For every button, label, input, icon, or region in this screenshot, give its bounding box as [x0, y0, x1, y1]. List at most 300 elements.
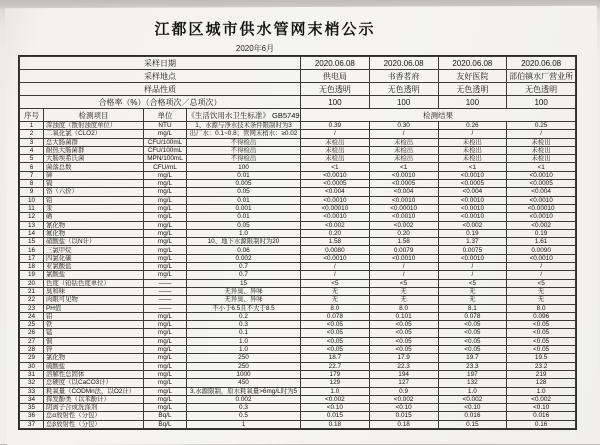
cell-value: 129 — [301, 379, 370, 387]
cell-unit: mg/L — [144, 312, 187, 320]
cell-value: / — [438, 130, 507, 138]
cell-value: <0.0010 — [507, 254, 576, 262]
cell-value: <0.05 — [507, 346, 576, 354]
table-row — [20, 238, 576, 246]
cell-unit: CFU/mL — [144, 163, 187, 171]
cell-no: 10 — [20, 196, 44, 204]
cell-no: 15 — [20, 238, 44, 246]
cell-standard: 无异臭、异味 — [187, 296, 301, 304]
sample-date-value: 2020.06.08 — [369, 57, 438, 70]
cell-standard: 250 — [187, 362, 301, 370]
cell-value: 无 — [301, 296, 370, 304]
cell-value: <1 — [369, 163, 438, 171]
cell-value: <0.0010 — [507, 213, 576, 221]
cell-standard: 450 — [187, 379, 301, 387]
cell-unit: mg/L — [144, 171, 187, 179]
cell-no: 14 — [20, 229, 44, 237]
cell-no: 35 — [20, 404, 44, 412]
cell-standard: 不得检出 — [187, 155, 301, 163]
cell-no: 31 — [20, 370, 44, 378]
cell-value: / — [507, 271, 576, 279]
cell-value: 127 — [369, 379, 438, 387]
cell-value: 219 — [507, 370, 576, 378]
cell-value: <0.0005 — [301, 180, 370, 188]
cell-value: <1 — [438, 163, 507, 171]
cell-unit: mg/L — [144, 213, 187, 221]
cell-standard: 15 — [187, 279, 301, 287]
sample-property-label: 样品性质 — [20, 83, 301, 96]
cell-no: 20 — [20, 279, 44, 287]
table-row — [20, 312, 576, 320]
table-row — [20, 138, 576, 146]
cell-no: 11 — [20, 204, 44, 212]
table-row — [20, 229, 576, 237]
cell-value: <0.0010 — [369, 213, 438, 221]
cell-value: <1 — [507, 163, 576, 171]
cell-no: 13 — [20, 221, 44, 229]
cell-standard: 0.005 — [187, 180, 301, 188]
cell-unit: mg/L — [144, 321, 187, 329]
cell-value: <0.05 — [301, 321, 370, 329]
cell-unit: mg/L — [144, 271, 187, 279]
cell-value: <5 — [438, 279, 507, 287]
cell-value: <0.05 — [438, 321, 507, 329]
cell-standard: 10、地下水源限制时为20 — [187, 238, 301, 246]
meta-row-sample-location — [20, 70, 576, 83]
cell-no: 6 — [20, 163, 44, 171]
cell-value: 132 — [438, 379, 507, 387]
table-row — [20, 196, 576, 204]
cell-standard: 1.0 — [187, 337, 301, 345]
cell-value: <0.002 — [369, 221, 438, 229]
cell-item: 三氯甲烷 — [44, 246, 144, 254]
cell-no: 18 — [20, 263, 44, 271]
cell-value: 未检出 — [301, 138, 370, 146]
cell-no: 17 — [20, 254, 44, 262]
cell-no: 36 — [20, 412, 44, 420]
cell-value: <0.00010 — [507, 204, 576, 212]
table-row — [20, 287, 576, 295]
cell-value: 0.16 — [507, 420, 576, 428]
table-row — [20, 163, 576, 171]
cell-item: 总大肠菌群 — [44, 138, 144, 146]
cell-unit: mg/L — [144, 221, 187, 229]
sample-location-value: 友好医院 — [438, 70, 507, 83]
cell-value: <0.0010 — [507, 196, 576, 204]
cell-no: 22 — [20, 296, 44, 304]
cell-unit: mg/L — [144, 263, 187, 271]
cell-value: 无 — [507, 287, 576, 295]
table-row — [20, 221, 576, 229]
cell-standard: 0.7 — [187, 263, 301, 271]
cell-value: 0.18 — [301, 420, 370, 428]
cell-value: <0.002 — [507, 221, 576, 229]
cell-value: 0.19 — [438, 229, 507, 237]
cell-value: / — [369, 263, 438, 271]
table-row — [20, 188, 576, 196]
cell-value: <0.0010 — [301, 213, 370, 221]
cell-value: / — [301, 130, 370, 138]
meta-row-sample-property — [20, 83, 576, 96]
table-row — [20, 387, 576, 395]
page-subtitle: 2020年6月 — [235, 44, 275, 53]
cell-standard: 0.01 — [187, 196, 301, 204]
cell-value: 22.7 — [301, 362, 370, 370]
sample-location-value: 邵伯镇水厂营业所 — [507, 70, 576, 83]
cell-unit: mg/L — [144, 246, 187, 254]
cell-unit: mg/L — [144, 395, 187, 403]
sample-date-value: 2020.06.08 — [438, 57, 507, 70]
cell-unit: Bq/L — [144, 412, 187, 420]
cell-value: <0.05 — [507, 337, 576, 345]
table-row — [20, 354, 576, 362]
cell-no: 26 — [20, 329, 44, 337]
cell-item: 锰 — [44, 329, 144, 337]
cell-value: 128 — [507, 379, 576, 387]
table-row — [20, 213, 576, 221]
pass-rate-value: 100 — [301, 96, 370, 109]
cell-item: 阴离子合成洗涤剂 — [44, 404, 144, 412]
cell-value: 0.30 — [369, 122, 438, 130]
cell-standard: 250 — [187, 354, 301, 362]
cell-no: 19 — [20, 271, 44, 279]
cell-value: 18.7 — [301, 354, 370, 362]
table-row — [20, 246, 576, 254]
cell-value: <0.05 — [438, 329, 507, 337]
cell-value: 0.015 — [301, 412, 370, 420]
cell-no: 4 — [20, 146, 44, 154]
cell-standard: 0.3 — [187, 404, 301, 412]
cell-value: <0.0010 — [438, 196, 507, 204]
cell-value: 未检出 — [369, 138, 438, 146]
cell-no: 34 — [20, 395, 44, 403]
cell-value: <0.0010 — [369, 196, 438, 204]
pass-rate-value: 100 — [369, 96, 438, 109]
cell-standard: 0.06 — [187, 246, 301, 254]
cell-no: 27 — [20, 337, 44, 345]
cell-no: 29 — [20, 354, 44, 362]
page-title: 江都区城市供水管网末梢公示 — [154, 21, 376, 38]
cell-value: 0.20 — [369, 229, 438, 237]
cell-value: <0.002 — [438, 221, 507, 229]
sample-date-value: 2020.06.08 — [507, 57, 576, 70]
cell-value: 17.9 — [369, 354, 438, 362]
cell-standard: 1000 — [187, 370, 301, 378]
cell-unit: CFU/100mL — [144, 146, 187, 154]
cell-unit: —— — [144, 304, 187, 312]
cell-item: 铅 — [44, 196, 144, 204]
pass-rate-value: 100 — [438, 96, 507, 109]
cell-value: 未检出 — [438, 138, 507, 146]
cell-item: 总β放射性（分包） — [44, 420, 144, 428]
cell-item: 耐热大肠菌群 — [44, 146, 144, 154]
cell-value: <0.0010 — [507, 171, 576, 179]
cell-value: <0.0010 — [438, 171, 507, 179]
cell-item: 镉 — [44, 180, 144, 188]
cell-value: 0.015 — [369, 412, 438, 420]
sample-property-value: 无色透明 — [438, 83, 507, 96]
col-header-result: 检测结果 — [301, 109, 576, 122]
cell-standard: 0.002 — [187, 254, 301, 262]
table-row — [20, 412, 576, 420]
cell-item: 色度（铂钴色度单位） — [44, 279, 144, 287]
cell-standard: 0.1 — [187, 329, 301, 337]
cell-value: 194 — [369, 370, 438, 378]
cell-no: 3 — [20, 138, 44, 146]
cell-value: 1.61 — [507, 238, 576, 246]
cell-value: 0.26 — [438, 122, 507, 130]
cell-item: 汞 — [44, 204, 144, 212]
cell-value: / — [507, 130, 576, 138]
cell-value: <0.0010 — [301, 196, 370, 204]
cell-unit: mg/L — [144, 337, 187, 345]
cell-value: <0.004 — [507, 188, 576, 196]
cell-value: <0.0010 — [438, 254, 507, 262]
cell-value: <0.0005 — [438, 180, 507, 188]
cell-value: 0.19 — [507, 229, 576, 237]
cell-no: 5 — [20, 155, 44, 163]
table-row — [20, 204, 576, 212]
cell-no: 30 — [20, 362, 44, 370]
cell-standard: 出厂水：0.1~0.8；管网末梢水：≥0.02 — [187, 130, 301, 138]
cell-unit: NTU — [144, 122, 187, 130]
cell-value: <0.05 — [301, 346, 370, 354]
cell-value: 1.0 — [301, 387, 370, 395]
cell-unit: mg/L — [144, 229, 187, 237]
cell-value: <0.002 — [369, 395, 438, 403]
sample-date-label: 采样日期 — [20, 57, 301, 70]
col-header-unit: 单位 — [144, 109, 187, 122]
cell-value: <0.0010 — [438, 204, 507, 212]
cell-value: 无 — [438, 296, 507, 304]
cell-value: <1 — [301, 163, 370, 171]
table-row — [20, 321, 576, 329]
cell-value: 8.1 — [438, 304, 507, 312]
cell-value: / — [507, 263, 576, 271]
cell-value: 197 — [438, 370, 507, 378]
cell-value: <0.10 — [507, 404, 576, 412]
cell-unit: —— — [144, 279, 187, 287]
cell-item: 铬（六价） — [44, 188, 144, 196]
cell-no: 23 — [20, 304, 44, 312]
table-row — [20, 171, 576, 179]
table-row — [20, 155, 576, 163]
cell-value: / — [301, 271, 370, 279]
cell-item: 氰化物 — [44, 221, 144, 229]
cell-value: 1.0 — [438, 387, 507, 395]
cell-no: 9 — [20, 188, 44, 196]
results-body — [20, 122, 576, 429]
cell-item: 硫酸盐 — [44, 362, 144, 370]
cell-value: 1.37 — [438, 238, 507, 246]
cell-value: <0.10 — [301, 404, 370, 412]
table-row — [20, 379, 576, 387]
cell-unit: mg/L — [144, 354, 187, 362]
table-row — [20, 130, 576, 138]
cell-value: 0.39 — [301, 122, 370, 130]
table-row — [20, 370, 576, 378]
cell-item: 挥发酚类（以苯酚计） — [44, 395, 144, 403]
cell-unit: mg/L — [144, 238, 187, 246]
cell-no: 37 — [20, 420, 44, 428]
cell-standard: 0.3 — [187, 321, 301, 329]
cell-unit: mg/L — [144, 204, 187, 212]
cell-value: 0.0075 — [438, 246, 507, 254]
cell-value: 无 — [438, 287, 507, 295]
cell-unit: mg/L — [144, 387, 187, 395]
cell-unit: mg/L — [144, 130, 187, 138]
table-row — [20, 395, 576, 403]
cell-value: 未检出 — [369, 155, 438, 163]
cell-value: <0.05 — [301, 329, 370, 337]
cell-item: 总α放射性（分包） — [44, 412, 144, 420]
cell-standard: 1.0 — [187, 346, 301, 354]
cell-value: <0.05 — [369, 329, 438, 337]
cell-value: 无 — [369, 287, 438, 295]
cell-value: 未检出 — [507, 138, 576, 146]
cell-unit: —— — [144, 296, 187, 304]
cell-value: 1.58 — [369, 238, 438, 246]
cell-value: 无 — [369, 296, 438, 304]
water-quality-table — [19, 56, 576, 429]
cell-value: 22.3 — [369, 362, 438, 370]
table-row — [20, 329, 576, 337]
cell-item: 二氧化氯（CLO2） — [44, 130, 144, 138]
cell-item: 硒 — [44, 213, 144, 221]
cell-value: 1.0 — [507, 387, 576, 395]
cell-unit: CFU/100mL — [144, 138, 187, 146]
cell-item: 大肠埃希氏菌 — [44, 155, 144, 163]
cell-item: 四氯化碳 — [44, 254, 144, 262]
cell-value: 0.016 — [507, 412, 576, 420]
cell-value: 0.0079 — [369, 246, 438, 254]
cell-value: / — [301, 263, 370, 271]
pass-rate-value: 100 — [507, 96, 576, 109]
cell-value: / — [369, 130, 438, 138]
cell-value: 8.0 — [369, 304, 438, 312]
cell-unit: mg/L — [144, 362, 187, 370]
cell-value: <0.004 — [369, 188, 438, 196]
column-header-row — [20, 109, 576, 122]
sample-location-label: 采样地点 — [20, 70, 301, 83]
cell-no: 16 — [20, 246, 44, 254]
cell-no: 8 — [20, 180, 44, 188]
cell-no: 32 — [20, 379, 44, 387]
cell-value: <0.00010 — [301, 204, 370, 212]
table-row — [20, 180, 576, 188]
cell-standard: 0.01 — [187, 171, 301, 179]
cell-standard: 1.0 — [187, 229, 301, 237]
cell-item: 亚氯酸盐 — [44, 263, 144, 271]
cell-value: 0.0080 — [301, 246, 370, 254]
cell-value: <0.002 — [301, 221, 370, 229]
cell-value: <5 — [369, 279, 438, 287]
cell-unit: mg/L — [144, 196, 187, 204]
cell-item: 硝酸盐（以N计） — [44, 238, 144, 246]
cell-unit: mg/L — [144, 180, 187, 188]
cell-standard: 1 — [187, 420, 301, 428]
cell-value: 23.2 — [507, 362, 576, 370]
cell-item: 铁 — [44, 321, 144, 329]
table-row — [20, 346, 576, 354]
cell-item: 氟化物 — [44, 229, 144, 237]
cell-value: 179 — [301, 370, 370, 378]
cell-value: <0.0005 — [369, 180, 438, 188]
cell-value: <0.004 — [438, 188, 507, 196]
cell-value: 0.101 — [369, 312, 438, 320]
cell-value: <0.0010 — [438, 213, 507, 221]
table-row — [20, 337, 576, 345]
cell-unit: mg/L — [144, 188, 187, 196]
table-row — [20, 263, 576, 271]
cell-item: 砷 — [44, 171, 144, 179]
cell-value: <0.002 — [438, 395, 507, 403]
cell-value: <0.0010 — [369, 254, 438, 262]
cell-value: <0.05 — [301, 337, 370, 345]
cell-value: 1.58 — [301, 238, 370, 246]
sample-location-value: 供电局 — [301, 70, 370, 83]
col-header-index: 序号 — [20, 109, 44, 122]
sample-location-value: 书香茗府 — [369, 70, 438, 83]
cell-standard: 0.01 — [187, 213, 301, 221]
cell-value: 未检出 — [301, 155, 370, 163]
cell-no: 24 — [20, 312, 44, 320]
cell-standard: 100 — [187, 163, 301, 171]
cell-value: 23.3 — [438, 362, 507, 370]
cell-item: 氯化物 — [44, 354, 144, 362]
cell-value: <0.002 — [301, 395, 370, 403]
cell-standard: 0.05 — [187, 188, 301, 196]
sample-property-value: 无色透明 — [369, 83, 438, 96]
cell-item: 浑浊度（散射浊度单位） — [44, 122, 144, 130]
table-row — [20, 146, 576, 154]
cell-value: <0.10 — [438, 404, 507, 412]
cell-item: 铝 — [44, 312, 144, 320]
table-row — [20, 279, 576, 287]
cell-value: 未检出 — [438, 155, 507, 163]
cell-value: 无 — [301, 287, 370, 295]
cell-standard: 3,水源限制，原水耗氧量>6mg/L时为5 — [187, 387, 301, 395]
cell-no: 1 — [20, 122, 44, 130]
cell-no: 21 — [20, 287, 44, 295]
cell-value: <0.05 — [369, 321, 438, 329]
cell-standard: 0.7 — [187, 271, 301, 279]
cell-no: 12 — [20, 213, 44, 221]
cell-value: 未检出 — [438, 146, 507, 154]
cell-value: 0.0090 — [507, 246, 576, 254]
cell-no: 33 — [20, 387, 44, 395]
cell-value: 0.15 — [438, 420, 507, 428]
cell-unit: —— — [144, 287, 187, 295]
col-header-standard: 《生活饮用水卫生标准》 GB5749 — [187, 110, 300, 120]
cell-value: <0.00010 — [369, 204, 438, 212]
cell-value: <0.10 — [369, 404, 438, 412]
cell-unit: mg/L — [144, 329, 187, 337]
cell-value: / — [438, 271, 507, 279]
cell-item: 臭和味 — [44, 287, 144, 295]
cell-value: 未检出 — [301, 146, 370, 154]
pass-rate-label: 合格率（%）（合格项次／总项次） — [20, 96, 301, 109]
cell-value: 0.016 — [438, 412, 507, 420]
cell-item: 耗氧量（CODMn法，以O2计） — [44, 387, 144, 395]
cell-unit: mg/L — [144, 404, 187, 412]
cell-unit: mg/L — [144, 346, 187, 354]
table-row — [20, 271, 576, 279]
cell-value: 19.5 — [507, 354, 576, 362]
cell-value: <0.0005 — [507, 180, 576, 188]
cell-value: 未检出 — [369, 146, 438, 154]
cell-no: 25 — [20, 321, 44, 329]
